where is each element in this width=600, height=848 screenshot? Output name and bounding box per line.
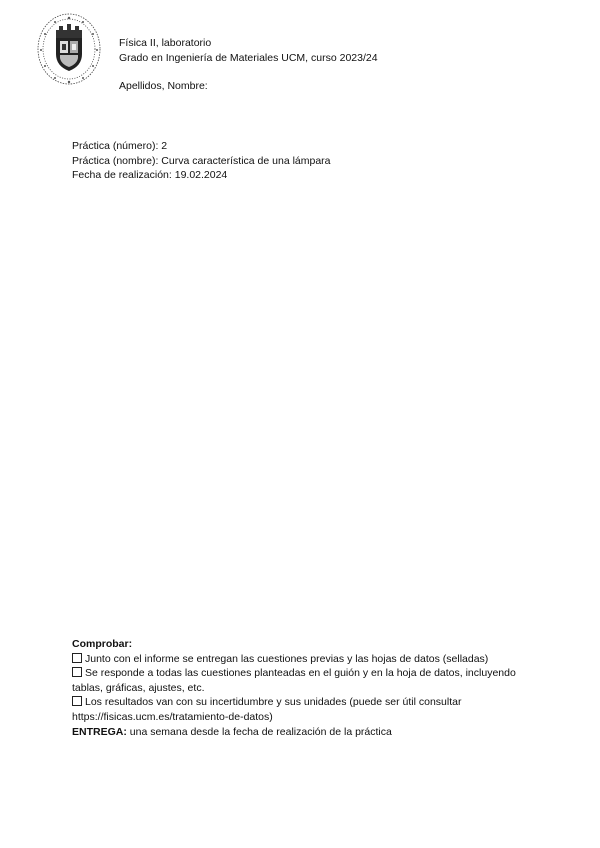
ucm-seal-logo [35, 10, 103, 88]
checkbox-icon[interactable] [72, 696, 82, 706]
checkbox-icon[interactable] [72, 667, 82, 677]
checkbox-icon[interactable] [72, 653, 82, 663]
fecha-realizacion: Fecha de realización: 19.02.2024 [72, 169, 228, 181]
course-title: Física II, laboratorio [119, 37, 212, 49]
degree-line: Grado en Ingeniería de Materiales UCM, curso 2023/24 [119, 52, 378, 64]
checklist-item [72, 695, 542, 724]
practica-info [72, 139, 331, 183]
checklist-item-text: Se responde a todas las cuestiones planteadas en el guión y en la hoja de datos, incluyendo tablas, gráficas, ajustes, etc. [72, 667, 516, 694]
entrega-label: ENTREGA: [72, 725, 127, 738]
entrega-line [72, 725, 542, 740]
checklist-item [72, 666, 542, 695]
checklist-title: Comprobar: [72, 638, 133, 650]
name-field-label: Apellidos, Nombre: [119, 80, 208, 92]
practica-nombre: Práctica (nombre): Curva característica de una lámpara [72, 154, 331, 167]
checklist-item-text: Junto con el informe se entregan las cuestiones previas y las hojas de datos (selladas) [85, 652, 489, 665]
entrega-text: una semana desde la fecha de realización de la práctica [126, 725, 392, 738]
practica-numero: Práctica (número): 2 [72, 140, 168, 152]
checklist-section [72, 637, 542, 739]
checklist-item-text: Los resultados van con su incertidumbre y sus unidades (puede ser útil consultar https://fisicas.ucm.es/tratamiento-de-datos) [72, 696, 462, 723]
document-header [119, 36, 378, 66]
checklist-item [72, 652, 542, 667]
